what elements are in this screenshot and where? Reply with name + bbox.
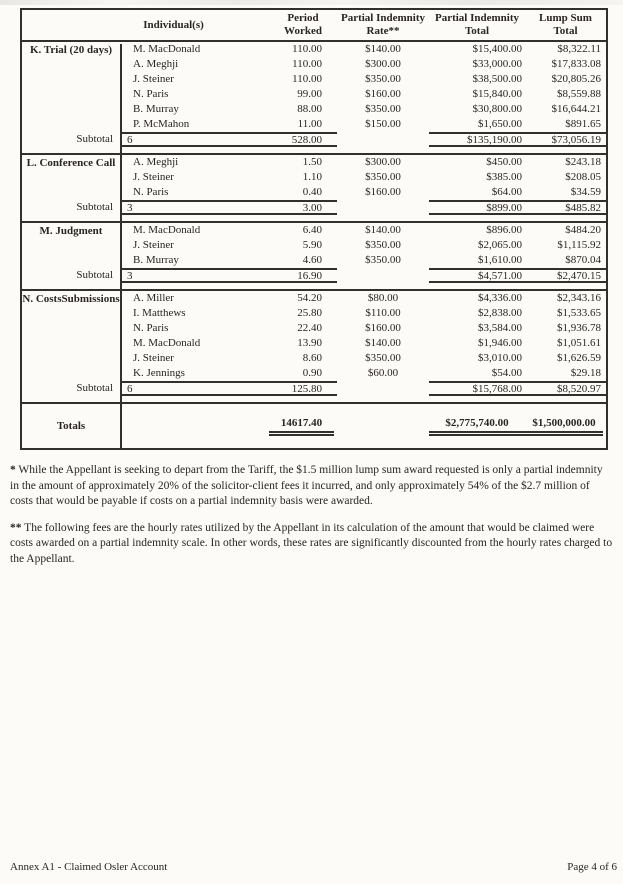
- lump-sum-total-cell: $1,626.59: [557, 352, 601, 364]
- subtotal-count-cell: 3: [120, 268, 227, 283]
- rate-cell: $160.00: [365, 186, 401, 198]
- individual-cell: I. Matthews: [133, 307, 186, 319]
- footer-page-number: Page 4 of 6: [567, 861, 617, 873]
- rate-cell: $140.00: [365, 337, 401, 349]
- section-label: N. CostsSubmissions: [22, 293, 120, 305]
- lump-sum-total-cell: $891.65: [565, 118, 601, 130]
- subtotal-lump-sum-cell: $2,470.15: [525, 268, 606, 283]
- rate-cell: $140.00: [365, 43, 401, 55]
- individual-cell: A. Meghji: [133, 156, 179, 168]
- footnote-text: While the Appellant is seeking to depart from the Tariff, the $1.5 million lump sum award requested is only a partial indemnity in the amount of approximately 20% of the solicitor-client fees it incurred, and only approximately 54% of the $2.7 million of costs that would be payable if costs on a partial indemnity basis were awarded.: [10, 464, 603, 507]
- table-row: [22, 253, 606, 268]
- partial-indemnity-total-cell: $3,584.00: [478, 322, 522, 334]
- subtotal-lump-sum-cell: $73,056.19: [525, 132, 606, 147]
- period-worked-cell: 88.00: [297, 103, 322, 115]
- individual-cell: K. Jennings: [133, 367, 185, 379]
- rate-cell: $110.00: [365, 307, 401, 319]
- partial-indemnity-total-cell: $896.00: [486, 224, 522, 236]
- partial-indemnity-total-cell: $64.00: [491, 186, 522, 198]
- subtotal-count-cell: 3: [120, 200, 227, 215]
- subtotal-label: Subtotal: [76, 269, 113, 281]
- partial-indemnity-total-cell: $2,065.00: [478, 239, 522, 251]
- header-cell-lump-sum-total: Lump Sum Total: [539, 12, 592, 37]
- table-row: [22, 185, 606, 200]
- period-worked-cell: 1.50: [302, 156, 322, 168]
- section-spacer: [22, 396, 606, 402]
- subtotal-lump-sum-cell: $485.82: [525, 200, 606, 215]
- table-header-row: [22, 10, 606, 42]
- partial-indemnity-total-cell: $450.00: [486, 156, 522, 168]
- rate-cell: $350.00: [365, 103, 401, 115]
- lump-sum-total-cell: $8,559.88: [557, 88, 601, 100]
- subtotal-label: Subtotal: [76, 133, 113, 145]
- header-cell-period-worked: Period Worked: [284, 12, 322, 37]
- lump-sum-total-cell: $1,936.78: [557, 322, 601, 334]
- partial-indemnity-total-cell: $15,840.00: [472, 88, 522, 100]
- subtotal-count-cell: 6: [120, 132, 227, 147]
- subtotal-pi-total-cell: $4,571.00: [429, 268, 525, 283]
- footnote: [10, 521, 614, 568]
- period-worked-cell: 6.40: [302, 224, 322, 236]
- section-label: M. Judgment: [39, 225, 103, 237]
- section-spacer: [22, 283, 606, 289]
- scan-artifact-strip: [0, 0, 623, 5]
- subtotal-count-cell: 6: [120, 381, 227, 396]
- subtotal-row: [22, 200, 606, 215]
- individual-cell: A. Meghji: [133, 58, 179, 70]
- table-row: [22, 57, 606, 72]
- lump-sum-total-cell: $1,115.92: [557, 239, 601, 251]
- rate-cell: $160.00: [365, 88, 401, 100]
- individual-cell: N. Paris: [133, 88, 169, 100]
- partial-indemnity-total-cell: $2,838.00: [478, 307, 522, 319]
- rate-cell: $300.00: [365, 58, 401, 70]
- section-spacer: [22, 147, 606, 153]
- individual-cell: N. Paris: [133, 186, 169, 198]
- individual-cell: M. MacDonald: [133, 337, 201, 349]
- footer-annex-label: Annex A1 - Claimed Osler Account: [10, 861, 168, 873]
- rate-cell: $80.00: [367, 292, 399, 304]
- partial-indemnity-total-cell: $3,010.00: [478, 352, 522, 364]
- period-worked-cell: 110.00: [292, 43, 322, 55]
- period-worked-cell: 99.00: [297, 88, 322, 100]
- claimed-account-table: [20, 8, 608, 450]
- partial-indemnity-total-cell: $1,610.00: [478, 254, 522, 266]
- individual-cell: J. Steiner: [133, 239, 174, 251]
- period-worked-cell: 4.60: [302, 254, 322, 266]
- section-n-costs-submissions: [22, 291, 606, 404]
- partial-indemnity-total-cell: $33,000.00: [472, 58, 522, 70]
- totals-row: [22, 404, 606, 448]
- rate-cell: $140.00: [365, 224, 401, 236]
- subtotal-row: [22, 268, 606, 283]
- header-cell-individuals: Individual(s): [143, 18, 204, 31]
- lump-sum-total-cell: $17,833.08: [551, 58, 601, 70]
- lump-sum-total-cell: $1,533.65: [557, 307, 601, 319]
- period-worked-cell: 5.90: [302, 239, 322, 251]
- footnotes: [10, 463, 614, 578]
- totals-partial-indemnity: $2,775,740.00: [445, 416, 509, 429]
- individual-cell: N. Paris: [133, 322, 169, 334]
- lump-sum-total-cell: $29.18: [570, 367, 601, 379]
- rate-cell: $150.00: [365, 118, 401, 130]
- individual-cell: J. Steiner: [133, 73, 174, 85]
- rate-cell: $350.00: [365, 171, 401, 183]
- section-label: L. Conference Call: [26, 157, 116, 169]
- period-worked-cell: 110.00: [292, 58, 322, 70]
- partial-indemnity-total-cell: $1,946.00: [478, 337, 522, 349]
- period-worked-cell: 0.40: [302, 186, 322, 198]
- lump-sum-total-cell: $208.05: [565, 171, 601, 183]
- section-m-judgment: [22, 223, 606, 291]
- partial-indemnity-total-cell: $1,650.00: [478, 118, 522, 130]
- individual-cell: J. Steiner: [133, 171, 174, 183]
- section-label: K. Trial (20 days): [29, 44, 113, 56]
- individual-cell: M. MacDonald: [133, 224, 201, 236]
- table-row: [22, 117, 606, 132]
- totals-lump-sum: $1,500,000.00: [532, 416, 596, 429]
- lump-sum-total-cell: $1,051.61: [557, 337, 601, 349]
- subtotal-label: Subtotal: [76, 201, 113, 213]
- individual-cell: B. Murray: [133, 103, 179, 115]
- partial-indemnity-total-cell: $54.00: [491, 367, 522, 379]
- period-worked-cell: 110.00: [292, 73, 322, 85]
- subtotal-row: [22, 132, 606, 147]
- lump-sum-total-cell: $2,343.16: [557, 292, 601, 304]
- partial-indemnity-total-cell: $15,400.00: [472, 43, 522, 55]
- footnote: [10, 463, 614, 510]
- rate-cell: $300.00: [365, 156, 401, 168]
- page-footer: [10, 861, 617, 873]
- section-spacer: [22, 215, 606, 221]
- period-worked-cell: 54.20: [297, 292, 322, 304]
- totals-period-worked: 14617.40: [269, 417, 334, 436]
- subtotal-pi-total-cell: $135,190.00: [429, 132, 525, 147]
- lump-sum-total-cell: $8,322.11: [557, 43, 601, 55]
- subtotal-label: Subtotal: [76, 382, 113, 394]
- subtotal-period-cell: 125.80: [227, 381, 337, 396]
- period-worked-cell: 13.90: [297, 337, 322, 349]
- rate-cell: $350.00: [365, 352, 401, 364]
- lump-sum-total-cell: $484.20: [565, 224, 601, 236]
- footnote-marker: *: [10, 464, 16, 476]
- rate-cell: $350.00: [365, 73, 401, 85]
- lump-sum-total-cell: $243.18: [565, 156, 601, 168]
- subtotal-pi-total-cell: $899.00: [429, 200, 525, 215]
- individual-cell: M. MacDonald: [133, 43, 201, 55]
- table-row: [22, 72, 606, 87]
- totals-label: Totals: [56, 420, 86, 432]
- lump-sum-total-cell: $16,644.21: [551, 103, 601, 115]
- period-worked-cell: 0.90: [302, 367, 322, 379]
- table-row: [22, 336, 606, 351]
- partial-indemnity-total-cell: $4,336.00: [478, 292, 522, 304]
- subtotal-lump-sum-cell: $8,520.97: [525, 381, 606, 396]
- period-worked-cell: 1.10: [302, 171, 322, 183]
- table-row: [22, 321, 606, 336]
- period-worked-cell: 25.80: [297, 307, 322, 319]
- subtotal-period-cell: 3.00: [227, 200, 337, 215]
- subtotal-pi-total-cell: $15,768.00: [429, 381, 525, 396]
- rate-cell: $60.00: [367, 367, 399, 379]
- period-worked-cell: 11.00: [297, 118, 322, 130]
- header-cell-partial-indemnity-rate: Partial Indemnity Rate**: [340, 12, 426, 37]
- table-row: [22, 351, 606, 366]
- table-row: [22, 87, 606, 102]
- rate-cell: $160.00: [365, 322, 401, 334]
- header-cell-partial-indemnity-total: Partial Indemnity Total: [434, 12, 520, 37]
- rate-cell: $350.00: [365, 239, 401, 251]
- table-row: [22, 366, 606, 381]
- subtotal-period-cell: 16.90: [227, 268, 337, 283]
- lump-sum-total-cell: $34.59: [570, 186, 601, 198]
- header-cell-blank: [22, 10, 120, 40]
- rate-cell: $350.00: [365, 254, 401, 266]
- subtotal-period-cell: 528.00: [227, 132, 337, 147]
- table-row: [22, 102, 606, 117]
- section-l-conference-call: [22, 155, 606, 223]
- partial-indemnity-total-cell: $385.00: [486, 171, 522, 183]
- table-row: [22, 306, 606, 321]
- subtotal-row: [22, 381, 606, 396]
- individual-cell: A. Miller: [133, 292, 174, 304]
- individual-cell: P. McMahon: [133, 118, 190, 130]
- individual-cell: B. Murray: [133, 254, 179, 266]
- partial-indemnity-total-cell: $38,500.00: [472, 73, 522, 85]
- lump-sum-total-cell: $20,805.26: [551, 73, 601, 85]
- individual-cell: J. Steiner: [133, 352, 174, 364]
- footnote-marker: **: [10, 521, 22, 534]
- table-row: [22, 170, 606, 185]
- lump-sum-total-cell: $870.04: [565, 254, 601, 266]
- partial-indemnity-total-cell: $30,800.00: [472, 103, 522, 115]
- footnote-text: The following fees are the hourly rates utilized by the Appellant in its calculation of the amount that would be claimed were costs awarded on a partial indemnity scale. In other words, these rates are significantly discounted from the hourly rates charged to the Appellant.: [10, 521, 613, 565]
- table-row: [22, 238, 606, 253]
- period-worked-cell: 22.40: [297, 322, 322, 334]
- section-k-trial: [22, 42, 606, 155]
- period-worked-cell: 8.60: [302, 352, 322, 364]
- totals-money-group: [429, 417, 603, 436]
